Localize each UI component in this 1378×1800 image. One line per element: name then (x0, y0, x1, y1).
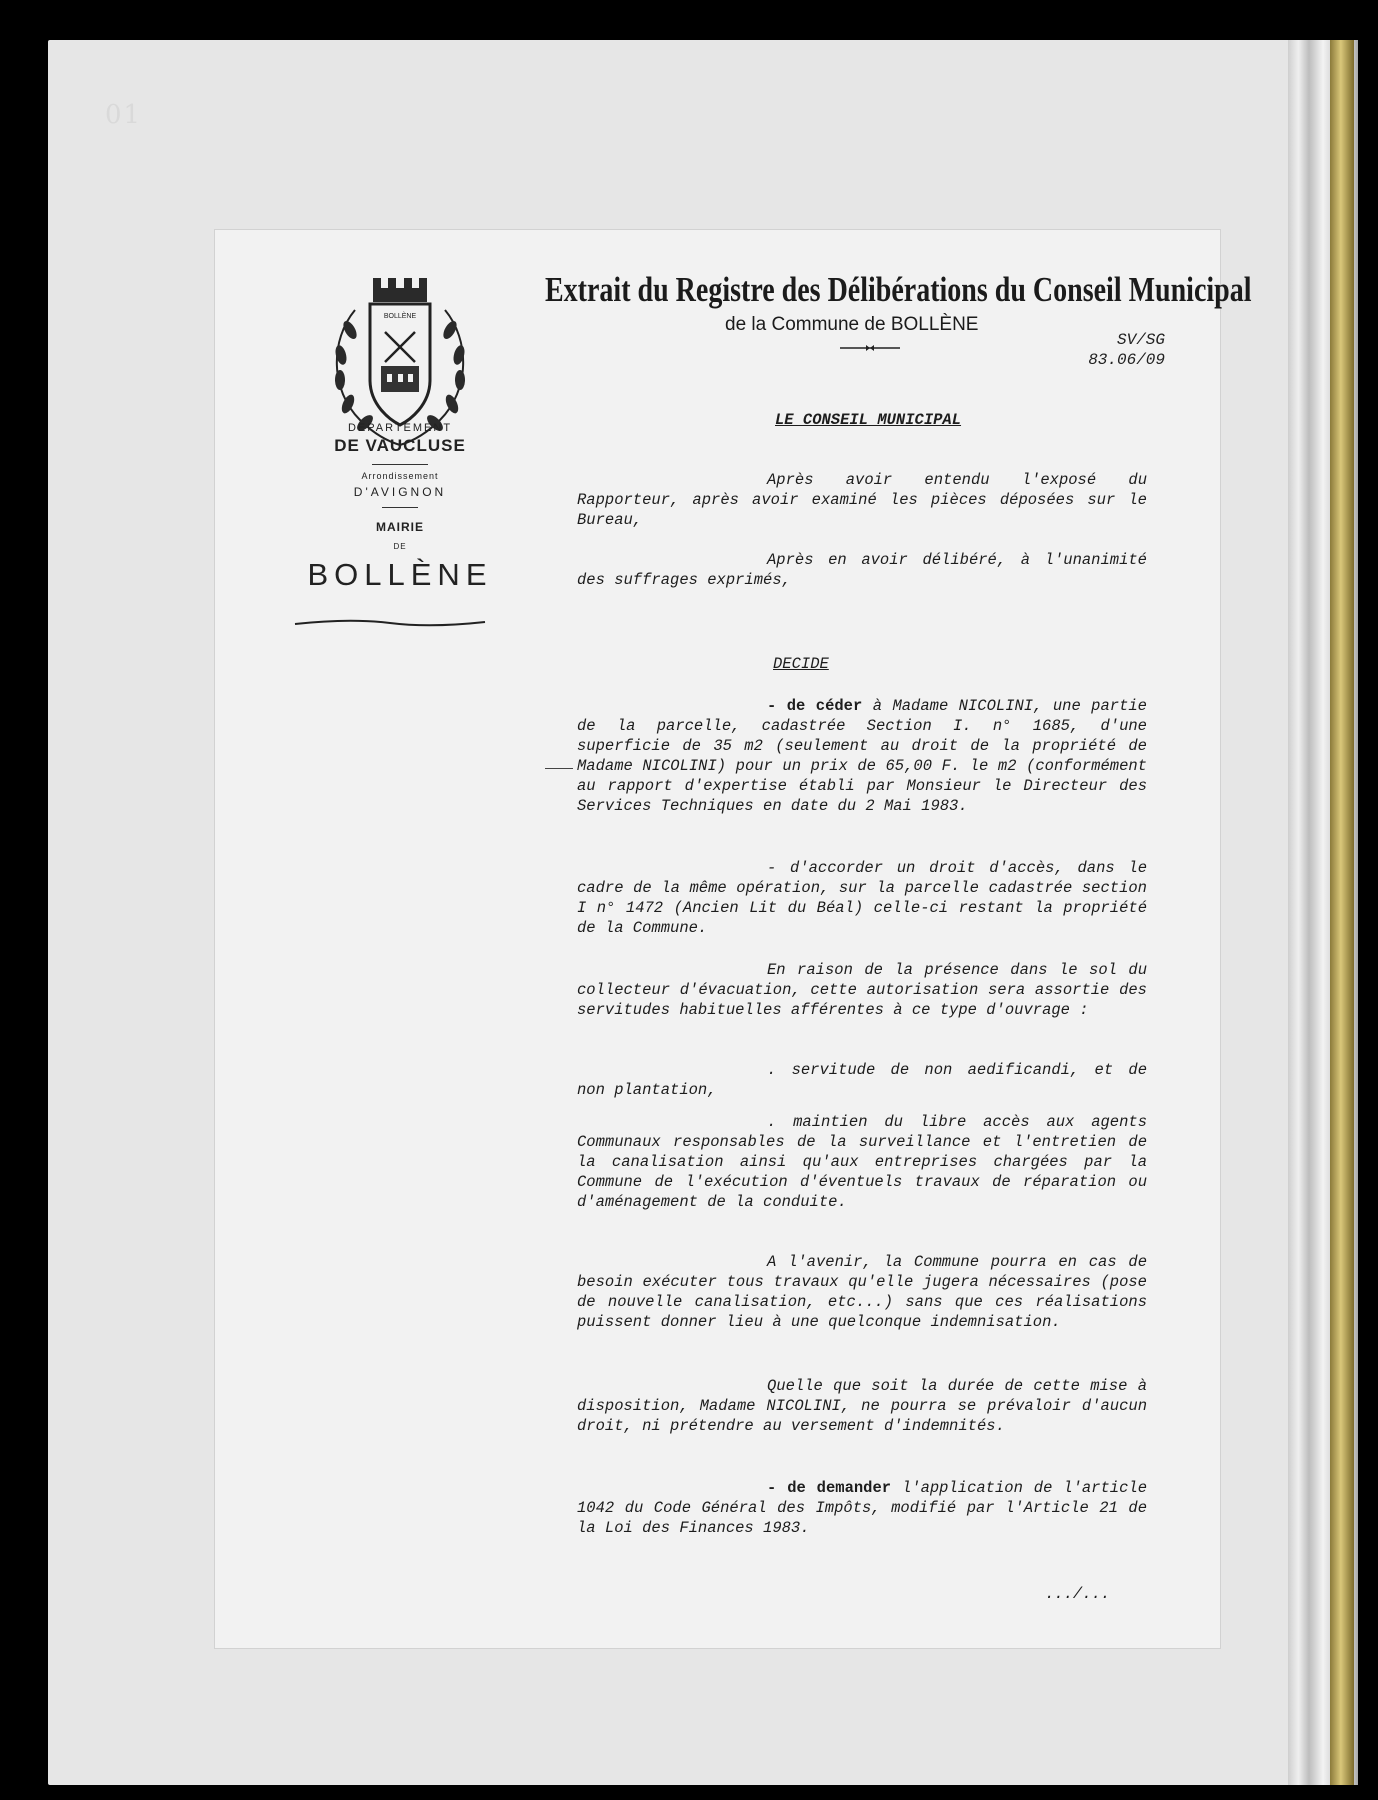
paragraph-2-rest: des suffrages exprimés, (577, 571, 791, 589)
item-1-lead: à Madame NICOLINI, (862, 697, 1043, 715)
paragraph-3-rest: le sol du collecteur d'évacuation, cette autorisation sera assortie des servitudes habituelles afférentes à ce type d'ouvrage : (577, 961, 1157, 1019)
heading (775, 410, 975, 430)
decide-heading (773, 654, 873, 674)
paragraph-1-rest: du Rapporteur, après avoir examiné les pièces déposées sur le Bureau, (577, 471, 1157, 529)
paragraph-5 (577, 1376, 1157, 1436)
item-1-rest: une partie de la parcelle, cadastrée Section I. n° 1685, d'une superficie de 35 m2 (seulement au droit de la propriété de Madame NICOLINI) pour un prix de 65,00 F. le m2 (conformément au rapport d'expertise établi par Monsieur le Directeur des Services Techniques en date du 2 Mai 1983. (577, 697, 1157, 815)
item-3-lead: l'application de (891, 1479, 1053, 1497)
decorative-swash (290, 616, 490, 630)
document-page (215, 230, 1252, 1648)
decide-text: DECIDE (773, 655, 829, 673)
reference-line-2: 83.06/09 (1088, 351, 1165, 369)
avignon-label: D'AVIGNON (353, 485, 447, 499)
paragraph-3-lead: En raison de la présence dans (767, 961, 1048, 979)
bullet-2 (577, 1112, 1157, 1212)
paragraph-2 (577, 550, 1147, 590)
reference-line-1: SV/SG (1116, 331, 1165, 349)
paragraph-4-rest: en cas de besoin exécuter tous travaux qu'elle jugera nécessaires (pose de nouvelle canalisation, etc...) sans que ces réalisations puissent donner lieu à une quelconque indemnisation. (577, 1253, 1157, 1331)
paragraph-3 (577, 960, 1157, 1020)
mairie-label: MAIRIE (376, 520, 424, 534)
paragraph-4-lead: A l'avenir, la Commune pourra (767, 1253, 1047, 1271)
bullet-2-rest: agents Communaux responsables de la surveillance et l'entretien de la canalisation ainsi qu'aux entreprises chargées par la Commune de l'exécution d'éventuels travaux de réparation ou d'aménagement de la conduite. (577, 1113, 1157, 1211)
bullet-1-rest: et de non plantation, (577, 1061, 1157, 1099)
margin-mark (545, 768, 573, 769)
de-label: DE (393, 542, 407, 551)
document-title: Extrait du Registre des Délibérations du Conseil Municipal (545, 270, 1252, 309)
item-3 (577, 1478, 1157, 1538)
vaucluse-label: DE VAUCLUSE (334, 436, 466, 455)
divider (382, 507, 418, 508)
heading-text: LE CONSEIL MUNICIPAL (775, 411, 962, 429)
paragraph-2-lead: Après en avoir délibéré, à l'unanimité (767, 551, 1147, 569)
continuation-mark: .../... (1045, 1585, 1111, 1603)
bullet-1 (577, 1060, 1157, 1100)
bullet-1-lead: . servitude de non aedificandi, (767, 1061, 1080, 1079)
item-3-rest: l'article 1042 du Code Général des Impôts, modifié par l'Article 21 de la Loi des Finances 1983. (577, 1479, 1157, 1537)
departement-label: DEPARTEMENT (347, 422, 453, 434)
paragraph-1 (577, 470, 1157, 530)
item-1-verb: de céder (786, 697, 863, 715)
municipality-block (295, 422, 505, 593)
seal-text: BOLLÈNE (383, 313, 417, 320)
subtitle-ornament (840, 344, 900, 352)
paragraph-5-rest: mise à disposition, Madame NICOLINI, ne pourra se prévaloir d'aucun droit, ni prétendre au versement d'indemnités. (577, 1377, 1157, 1435)
item-1-dash: - (767, 697, 787, 715)
reference-code (1055, 330, 1165, 370)
divider (372, 464, 428, 465)
item-3-dash: - (767, 1479, 788, 1497)
item-3-verb: de demander (787, 1479, 892, 1497)
binder-ring (1330, 40, 1354, 1785)
item-2-rest: dans le cadre de la même opération, sur la parcelle cadastrée section I n° 1472 (Ancien Lit du Béal) celle-ci restant la propriété de la Commune. (577, 859, 1157, 937)
item-2 (577, 858, 1157, 938)
item-2-lead: - d'accorder un droit d'accès, (767, 859, 1064, 877)
document-subtitle: de la Commune de BOLLÈNE (725, 314, 979, 335)
arrondissement-label: Arrondissement (361, 471, 439, 481)
page-marker: 01 (105, 100, 143, 130)
bollene-label: BOLLÈNE (307, 557, 493, 592)
paragraph-1-lead: Après avoir entendu l'exposé (767, 471, 1097, 489)
bullet-2-lead: . maintien du libre accès aux (767, 1113, 1075, 1131)
paragraph-4 (577, 1252, 1157, 1332)
item-1 (577, 696, 1157, 816)
paragraph-5-lead: Quelle que soit la durée de cette (767, 1377, 1080, 1395)
